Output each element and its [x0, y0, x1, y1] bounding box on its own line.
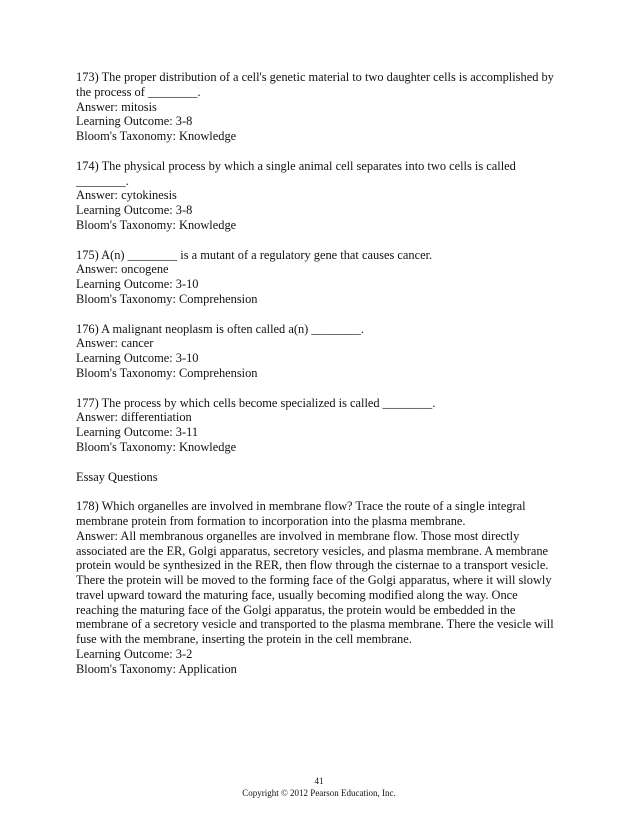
question-174: [76, 159, 566, 233]
page-number: 41: [314, 776, 324, 786]
question-178: [76, 499, 566, 677]
question-text: 174) The physical process by which a single animal cell separates into two cells is called: [76, 158, 516, 173]
essay-answer: reaching the maturing face of the Golgi apparatus, the protein would be embedded in the: [76, 602, 516, 617]
question-text: the process of ________.: [76, 84, 201, 99]
copyright-notice: Copyright © 2012 Pearson Education, Inc.: [242, 788, 396, 798]
answer: Answer: cytokinesis: [76, 188, 177, 203]
essay-answer: travel upward toward the maturing face, usually becoming modified along the way. Once: [76, 587, 518, 602]
question-176: [76, 322, 566, 381]
document-body: [76, 70, 566, 691]
blooms-taxonomy: Bloom's Taxonomy: Knowledge: [76, 129, 237, 144]
learning-outcome: Learning Outcome: 3-10: [76, 277, 199, 292]
question-173: [76, 70, 566, 144]
essay-answer: Answer: All membranous organelles are involved in membrane flow. Those most directly: [76, 528, 520, 543]
question-text: 173) The proper distribution of a cell's genetic material to two daughter cells is accomplished by: [76, 70, 554, 84]
blooms-taxonomy: Bloom's Taxonomy: Knowledge: [76, 217, 237, 232]
question-text: 176) A malignant neoplasm is often called a(n) ________.: [76, 321, 365, 336]
learning-outcome: Learning Outcome: 3-8: [76, 114, 193, 129]
learning-outcome: Learning Outcome: 3-11: [76, 425, 199, 440]
question-text: 175) A(n) ________ is a mutant of a regulatory gene that causes cancer.: [76, 247, 433, 262]
answer: Answer: differentiation: [76, 410, 192, 425]
answer: Answer: mitosis: [76, 99, 157, 114]
question-text: ________.: [76, 173, 129, 188]
essay-answer: associated are the ER, Golgi apparatus, secretory vesicles, and plasma membrane. A membrane: [76, 543, 549, 558]
section-heading: Essay Questions: [76, 469, 158, 484]
learning-outcome: Learning Outcome: 3-8: [76, 203, 193, 218]
essay-answer: membrane of a secretory vesicle and transported to the plasma membrane. There the vesicle will: [76, 617, 554, 632]
question-175: [76, 248, 566, 307]
question-177: [76, 396, 566, 455]
answer: Answer: cancer: [76, 336, 154, 351]
essay-answer: protein would be synthesized in the RER, then flow through the cisternae to a transport vesicle.: [76, 558, 549, 573]
section-heading-block: [76, 470, 566, 485]
learning-outcome: Learning Outcome: 3-2: [76, 647, 193, 662]
essay-text: 178) Which organelles are involved in membrane flow? Trace the route of a single integral: [76, 499, 526, 514]
blooms-taxonomy: Bloom's Taxonomy: Knowledge: [76, 439, 237, 454]
learning-outcome: Learning Outcome: 3-10: [76, 351, 199, 366]
answer: Answer: oncogene: [76, 262, 169, 277]
essay-text: membrane protein from formation to incorporation into the plasma membrane.: [76, 513, 466, 528]
blooms-taxonomy: Bloom's Taxonomy: Comprehension: [76, 365, 258, 380]
question-text: 177) The process by which cells become specialized is called ________.: [76, 395, 436, 410]
essay-answer: There the protein will be moved to the forming face of the Golgi apparatus, where it will slowly: [76, 573, 552, 588]
blooms-taxonomy: Bloom's Taxonomy: Comprehension: [76, 291, 258, 306]
blooms-taxonomy: Bloom's Taxonomy: Application: [76, 661, 237, 676]
essay-answer: fuse with the membrane, inserting the protein in the cell membrane.: [76, 632, 412, 647]
